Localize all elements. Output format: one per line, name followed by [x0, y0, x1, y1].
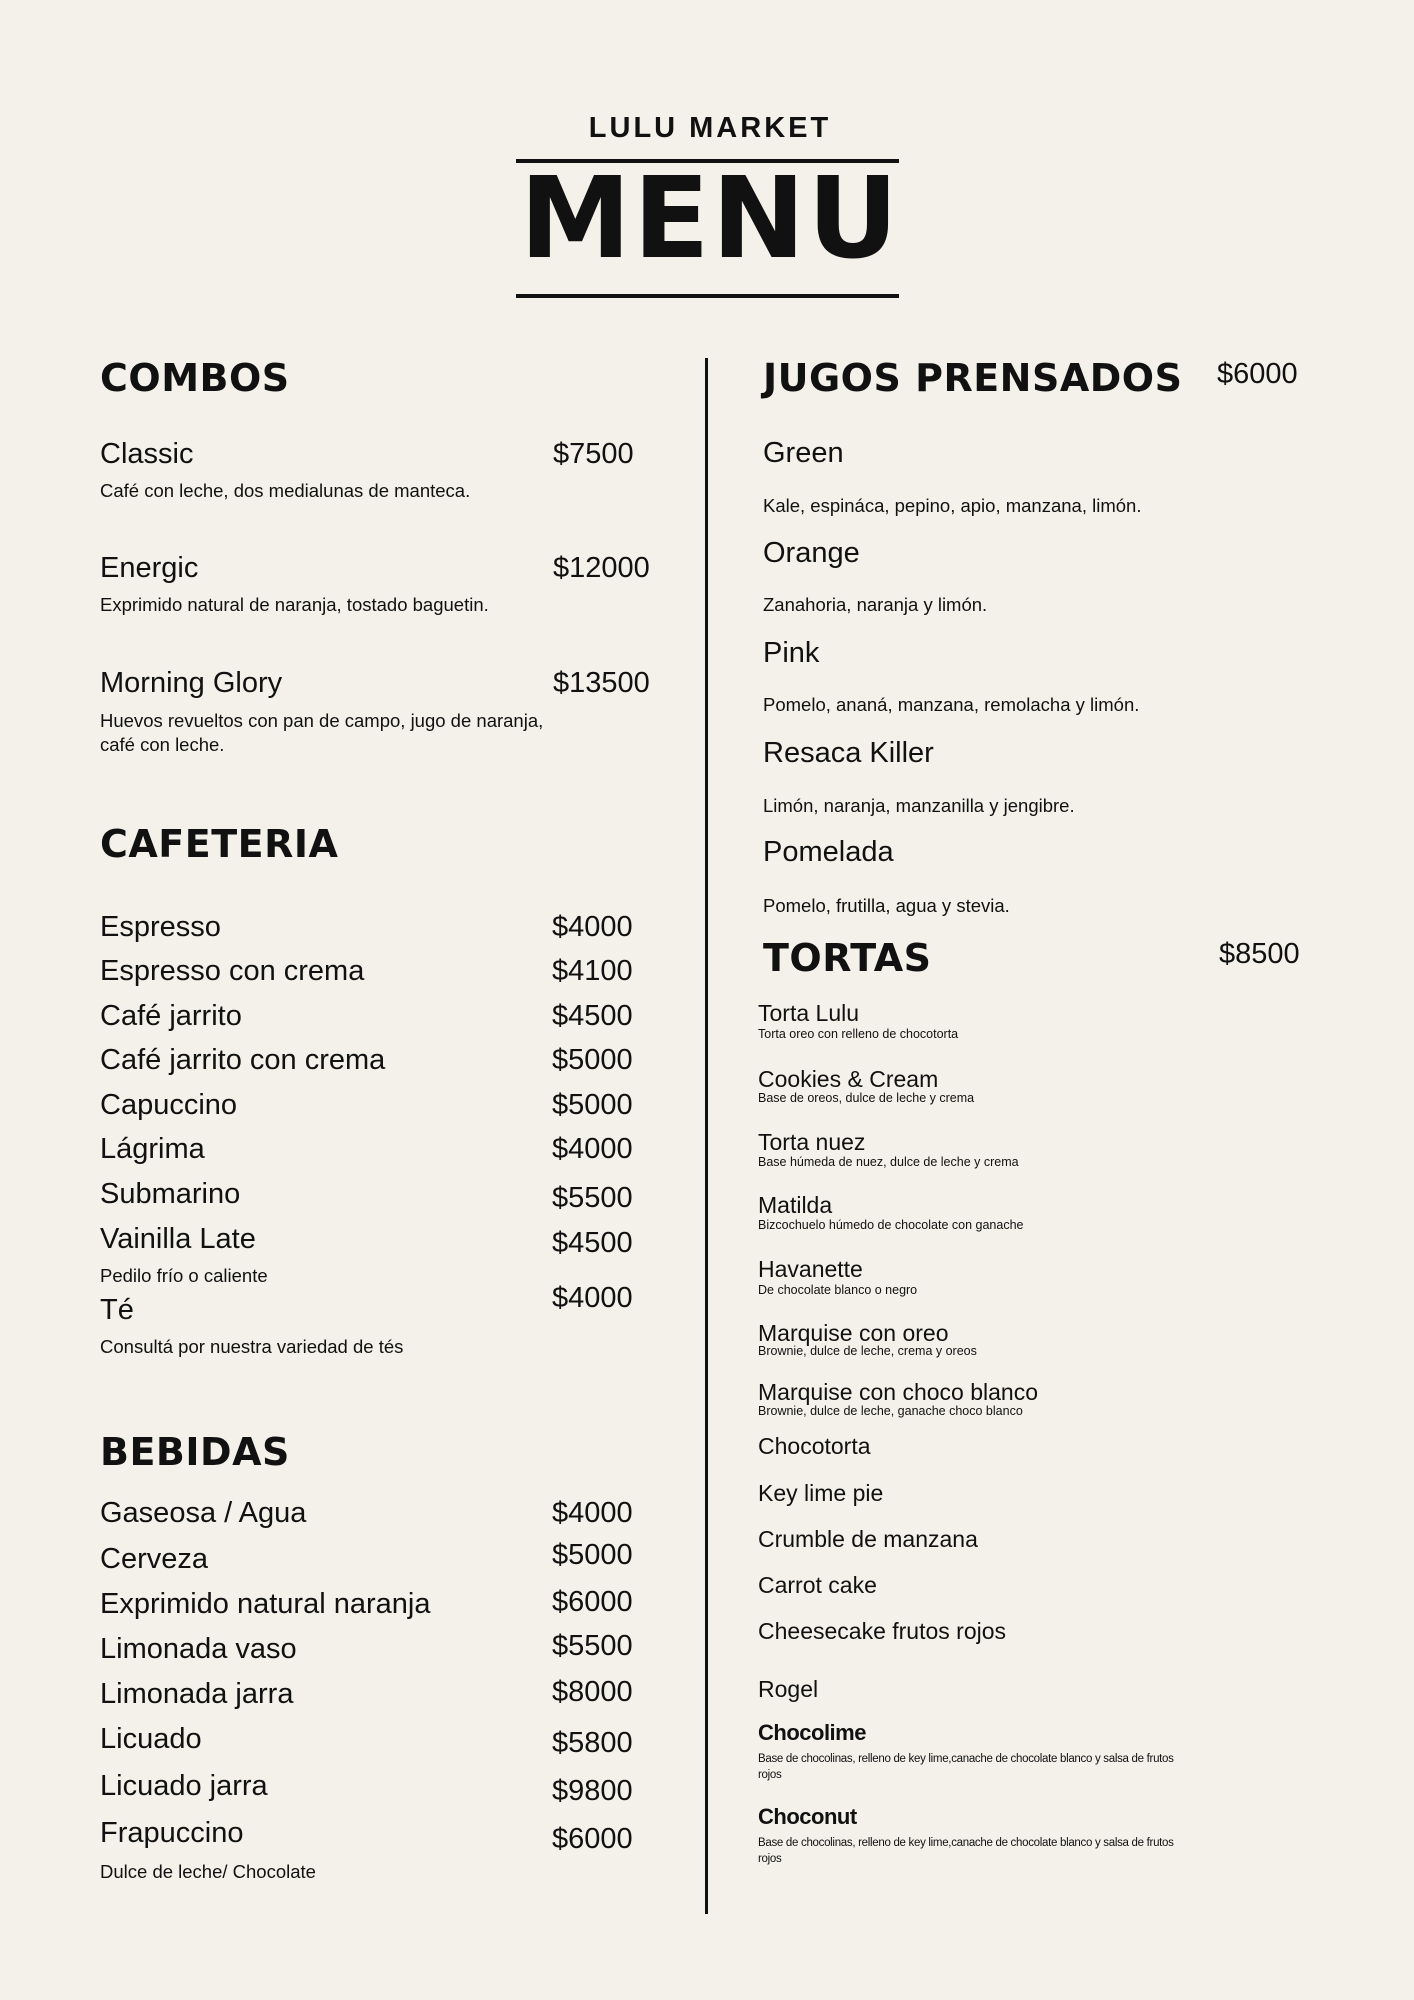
item-price: $4000: [552, 1497, 633, 1529]
item-price: $13500: [553, 667, 650, 699]
item-price: $4100: [552, 955, 633, 987]
item-description: Base de chocolinas, relleno de key lime,canache de chocolate blanco y salsa de frutos rojos: [758, 1837, 1174, 1865]
item-price: $7500: [553, 438, 634, 470]
item-name: Licuado jarra: [100, 1770, 268, 1802]
item-price: $8000: [552, 1676, 633, 1708]
item-name: Licuado: [100, 1723, 202, 1755]
item-price: $4000: [552, 1282, 633, 1314]
item-price: $5500: [552, 1630, 633, 1662]
item-price: $5000: [552, 1089, 633, 1121]
item-price: $12000: [553, 552, 650, 584]
item-name: Matilda: [758, 1192, 833, 1218]
item-name: Carrot cake: [758, 1572, 877, 1598]
item-name: Exprimido natural naranja: [100, 1588, 431, 1620]
item-description: Base de oreos, dulce de leche y crema: [758, 1091, 975, 1105]
item-price: $4000: [552, 911, 633, 943]
section-title: JUGOS PRENSADOS: [763, 356, 1183, 400]
column-divider: [705, 358, 708, 1914]
item-price: $6000: [552, 1586, 633, 1618]
item-name: Vainilla Late: [100, 1223, 256, 1255]
item-description: Brownie, dulce de leche, ganache choco blanco: [758, 1404, 1023, 1418]
item-name: Cookies & Cream: [758, 1066, 939, 1092]
item-price: $4500: [552, 1000, 633, 1032]
item-name: Marquise con oreo: [758, 1320, 949, 1346]
item-name: Orange: [763, 537, 860, 569]
item-description: Exprimido natural de naranja, tostado baguetin.: [100, 594, 489, 615]
item-name: Key lime pie: [758, 1480, 884, 1506]
section-title: COMBOS: [100, 356, 290, 400]
item-description: Pedilo frío o caliente: [100, 1265, 268, 1286]
menu-title: MENU: [519, 154, 901, 284]
item-description: Zanahoria, naranja y limón.: [763, 594, 988, 615]
item-name: Choconut: [758, 1804, 857, 1829]
item-name: Café jarrito con crema: [100, 1044, 386, 1076]
item-name: Pink: [763, 637, 820, 669]
item-price: $4000: [552, 1133, 633, 1165]
item-name: Chocolime: [758, 1720, 866, 1745]
item-description: Base de chocolinas, relleno de key lime,canache de chocolate blanco y salsa de frutos rojos: [758, 1753, 1174, 1781]
item-description: De chocolate blanco o negro: [758, 1283, 918, 1297]
item-name: Torta nuez: [758, 1129, 866, 1155]
item-name: Espresso: [100, 911, 221, 943]
item-name: Café jarrito: [100, 1000, 242, 1032]
item-name: Submarino: [100, 1178, 241, 1210]
item-price: $6000: [552, 1823, 633, 1855]
item-name: Chocotorta: [758, 1433, 871, 1459]
item-price: $5000: [552, 1539, 633, 1571]
item-price: $5000: [552, 1044, 633, 1076]
item-name: Gaseosa / Agua: [100, 1497, 307, 1529]
item-description: Dulce de leche/ Chocolate: [100, 1861, 316, 1882]
item-name: Limonada jarra: [100, 1678, 294, 1710]
section-title: CAFETERIA: [100, 822, 339, 866]
item-name: Espresso con crema: [100, 955, 365, 987]
item-description: Pomelo, frutilla, agua y stevia.: [763, 895, 1010, 916]
item-price: $5800: [552, 1727, 633, 1759]
item-name: Havanette: [758, 1256, 863, 1282]
item-price: $4500: [552, 1227, 633, 1259]
title-bottom-rule: [516, 294, 899, 298]
item-description: Kale, espináca, pepino, apio, manzana, limón.: [763, 495, 1142, 516]
section-title: TORTAS: [763, 936, 932, 980]
item-name: Frapuccino: [100, 1817, 244, 1849]
item-name: Rogel: [758, 1676, 819, 1702]
item-price: $5500: [552, 1182, 633, 1214]
item-name: Marquise con choco blanco: [758, 1379, 1038, 1405]
item-description: Base húmeda de nuez, dulce de leche y crema: [758, 1155, 1019, 1169]
item-description: Pomelo, ananá, manzana, remolacha y limón.: [763, 694, 1140, 715]
item-name: Resaca Killer: [763, 737, 934, 769]
item-description: Brownie, dulce de leche, crema y oreos: [758, 1344, 977, 1358]
item-description: Café con leche, dos medialunas de manteca.: [100, 480, 471, 501]
section-price: $8500: [1219, 938, 1300, 970]
brand-name: LULU MARKET: [588, 112, 832, 144]
item-description: Consultá por nuestra variedad de tés: [100, 1336, 404, 1357]
item-description: Limón, naranja, manzanilla y jengibre.: [763, 795, 1075, 816]
section-price: $6000: [1217, 358, 1298, 390]
item-name: Green: [763, 437, 844, 469]
item-name: Té: [100, 1294, 134, 1326]
item-name: Cheesecake frutos rojos: [758, 1618, 1007, 1644]
item-name: Pomelada: [763, 836, 894, 868]
item-description: Bizcochuelo húmedo de chocolate con ganache: [758, 1218, 1024, 1232]
item-name: Lágrima: [100, 1133, 205, 1165]
item-name: Energic: [100, 552, 199, 584]
section-title: BEBIDAS: [100, 1430, 290, 1474]
item-price: $9800: [552, 1775, 633, 1807]
item-name: Crumble de manzana: [758, 1526, 978, 1552]
item-description: Huevos revueltos con pan de campo, jugo de naranja, café con leche.: [100, 710, 544, 755]
item-name: Torta Lulu: [758, 1000, 860, 1026]
item-name: Capuccino: [100, 1089, 238, 1121]
item-name: Morning Glory: [100, 667, 283, 699]
item-name: Limonada vaso: [100, 1633, 297, 1665]
item-description: Torta oreo con relleno de chocotorta: [758, 1027, 959, 1041]
item-name: Cerveza: [100, 1543, 208, 1575]
item-name: Classic: [100, 438, 194, 470]
